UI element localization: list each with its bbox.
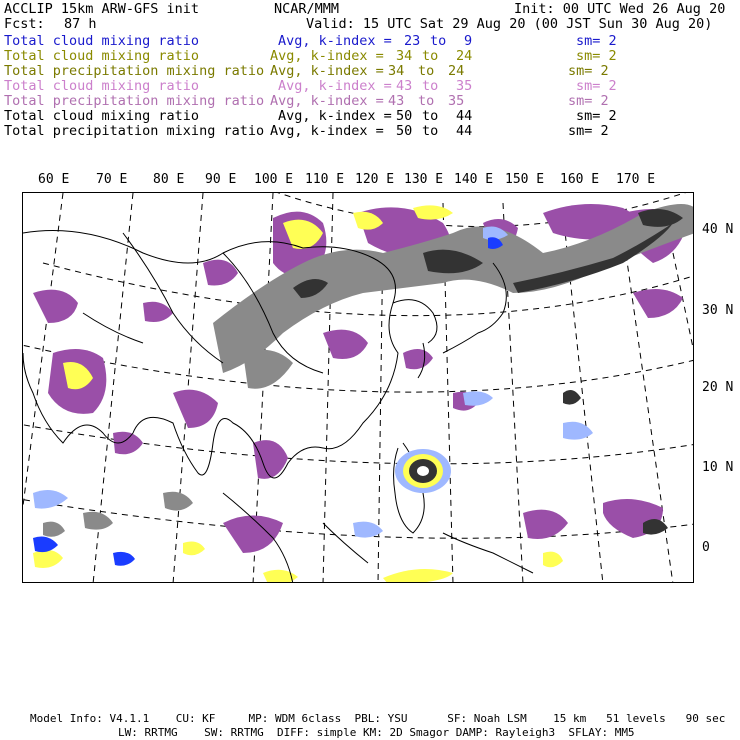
lat-label-10n: 10 N [702,460,734,475]
model-info-line2: LW: RRTMG SW: RRTMG DIFF: simple KM: 2D Smagor DAMP: Rayleigh3 SFLAY: MM5 [118,726,635,739]
legend-row-6-to: to [422,108,439,124]
legend-row-2-kto: 24 [456,48,473,64]
lon-label-70e: 70 E [96,172,128,187]
legend-row-6-field: Total cloud mixing ratio [4,108,200,124]
legend-row-3-kfrom: 34 [388,63,405,79]
lat-label-0: 0 [702,540,710,555]
forecast-label: Fcst: [4,16,45,32]
lon-label-140e: 140 E [454,172,494,187]
init-time: Init: 00 UTC Wed 26 Aug 20 [514,1,726,17]
model-title: ACCLIP 15km ARW-GFS init [4,1,200,17]
legend-row-1-to: to [430,33,447,49]
legend-row-3-field: Total precipitation mixing ratio [4,63,265,79]
lat-label-40n: 40 N [702,222,734,237]
legend-row-3-kto: 24 [448,63,465,79]
lat-label-20n: 20 N [702,380,734,395]
lon-label-110e: 110 E [305,172,345,187]
legend-row-4-kto: 35 [456,78,473,94]
legend-row-6-sm: sm= 2 [576,108,617,124]
lon-label-160e: 160 E [560,172,600,187]
legend-row-3-to: to [418,63,435,79]
legend-row-5-kto: 35 [448,93,465,109]
legend-row-5-sm: sm= 2 [568,93,609,109]
legend-row-2-field: Total cloud mixing ratio [4,48,200,64]
valid-time: Valid: 15 UTC Sat 29 Aug 20 (00 JST Sun 30 Aug 20) [306,16,713,32]
model-info-line1: Model Info: V4.1.1 CU: KF MP: WDM 6class PBL: YSU SF: Noah LSM 15 km 51 levels 90 sec [30,712,726,725]
legend-row-4-avg: Avg, k-index = [278,78,392,94]
lat-label-30n: 30 N [702,303,734,318]
legend-row-7-sm: sm= 2 [568,123,609,139]
legend-row-7-field: Total precipitation mixing ratio [4,123,265,139]
legend-row-2-sm: sm= 2 [576,48,617,64]
legend-row-5-field: Total precipitation mixing ratio [4,93,265,109]
legend-row-4-kfrom: 43 [396,78,413,94]
map-panel [22,192,694,583]
legend-row-1-kto: 9 [464,33,473,49]
legend-row-5-to: to [418,93,435,109]
legend-row-4-to: to [422,78,439,94]
legend-row-7-to: to [422,123,439,139]
lon-label-170e: 170 E [616,172,656,187]
center-name: NCAR/MMM [274,1,340,17]
cloud-field-grey [43,204,694,537]
legend-row-6-kfrom: 50 [396,108,413,124]
legend-row-3-sm: sm= 2 [568,63,609,79]
forecast-hours: 87 h [64,16,97,32]
lon-label-150e: 150 E [505,172,545,187]
lon-label-100e: 100 E [254,172,294,187]
lon-label-120e: 120 E [355,172,395,187]
legend-row-4-field: Total cloud mixing ratio [4,78,200,94]
lon-label-60e: 60 E [38,172,70,187]
legend-row-5-avg: Avg, k-index = [270,93,384,109]
legend-row-5-kfrom: 43 [388,93,405,109]
legend-row-1-field: Total cloud mixing ratio [4,33,200,49]
legend-row-2-kfrom: 34 [396,48,413,64]
map-canvas [23,193,694,583]
legend-row-7-kfrom: 50 [396,123,413,139]
lon-label-90e: 90 E [205,172,237,187]
legend-row-6-avg: Avg, k-index = [278,108,392,124]
legend-row-1-kfrom: 23 [404,33,421,49]
legend-row-2-to: to [422,48,439,64]
legend-row-3-avg: Avg, k-index = [270,63,384,79]
lon-label-130e: 130 E [404,172,444,187]
legend-row-4-sm: sm= 2 [576,78,617,94]
legend-row-6-kto: 44 [456,108,473,124]
legend-row-2-avg: Avg, k-index = [270,48,384,64]
legend-row-7-avg: Avg, k-index = [270,123,384,139]
legend-row-1-sm: sm= 2 [576,33,617,49]
legend-row-1-avg: Avg, k-index = [278,33,392,49]
lon-label-80e: 80 E [153,172,185,187]
typhoon-symbol [395,449,451,493]
legend-row-7-kto: 44 [456,123,473,139]
